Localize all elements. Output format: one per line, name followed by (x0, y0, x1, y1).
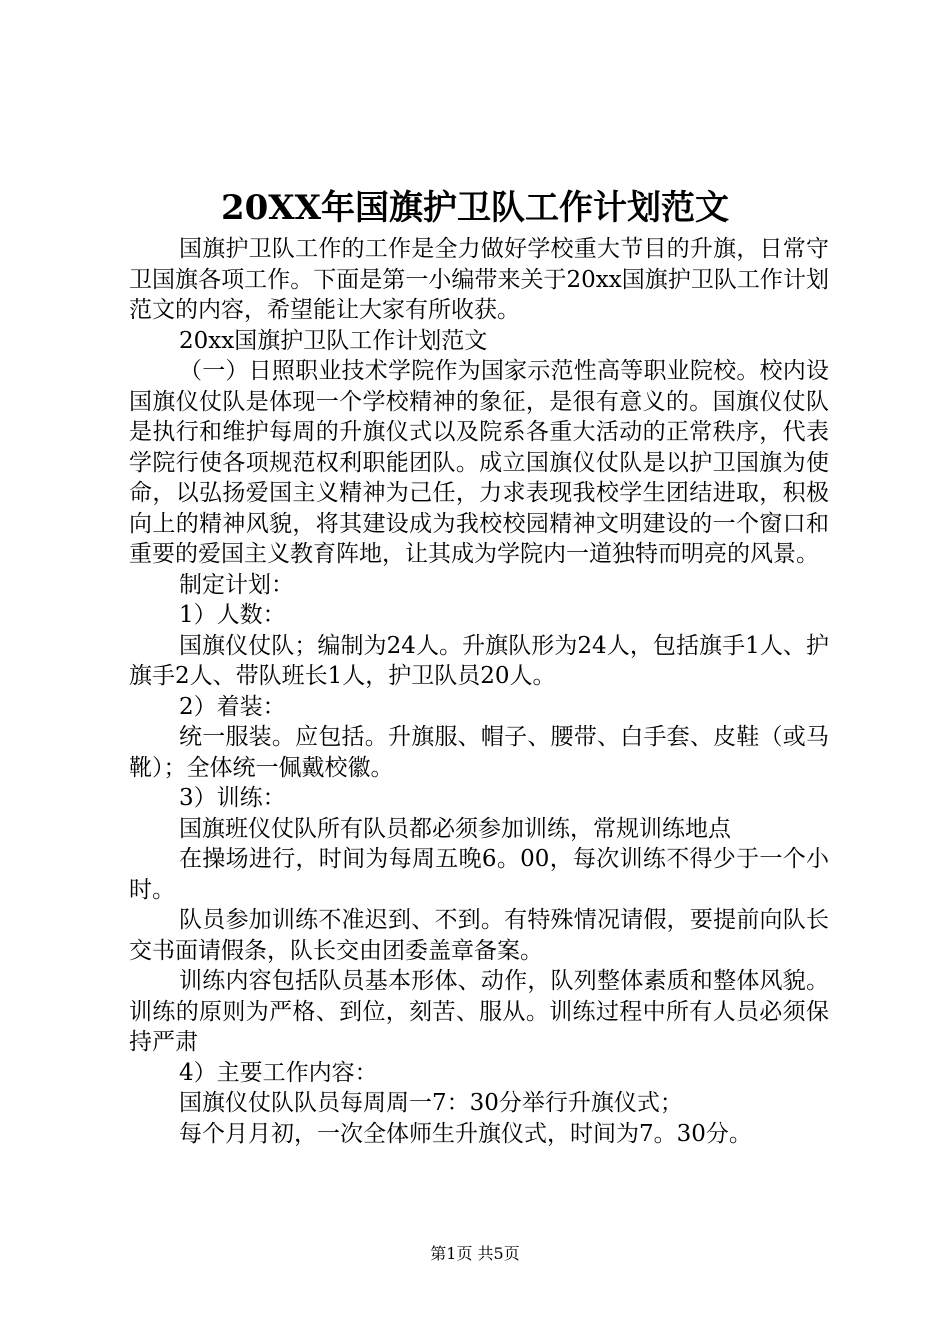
monthly-ceremony-paragraph: 每个月月初，一次全体师生升旗仪式，时间为7。30分。 (179, 1120, 752, 1147)
attendance-paragraph: 队员参加训练不准迟到、不到。有特殊情况请假，要提前向队长交书面请假条，队长交由团委盖章备案。 (129, 907, 829, 964)
training-time-paragraph: 在操场进行，时间为每周五晚6。00，每次训练不得少于一个小时。 (129, 846, 829, 903)
page-number-footer: 第1页 共5页 (430, 1244, 520, 1263)
main-work-heading: 4）主要工作内容： (179, 1059, 378, 1086)
document-body (129, 234, 829, 1149)
headcount-heading: 1）人数： (179, 602, 286, 628)
subheading-paragraph: 20xx国旗护卫队工作计划范文 (179, 327, 488, 354)
uniform-heading: 2）着装： (179, 693, 286, 720)
training-heading: 3）训练： (179, 785, 286, 811)
headcount-paragraph: 国旗仪仗队；编制为24人。升旗队形为24人，包括旗手1人、护旗手2人、带队班长1人，护卫队员20人。 (129, 632, 829, 689)
uniform-paragraph: 统一服装。应包括。升旗服、帽子、腰带、白手套、皮鞋（或马靴）；全体统一佩戴校徽。 (129, 724, 829, 781)
training-content-paragraph: 训练内容包括队员基本形体、动作，队列整体素质和整体风貌。训练的原则为严格、到位，刻苦、服从。训练过程中所有人员必须保持严肃 (129, 968, 829, 1055)
section-one-paragraph: （一）日照职业技术学院作为国家示范性高等职业院校。校内设国旗仪仗队是体现一个学校精神的象征，是很有意义的。国旗仪仗队是执行和维护每周的升旗仪式以及院系各重大活动的正常秩序，代表学院行使各项规范权利职能团队。成立国旗仪仗队是以护卫国旗为使命，以弘扬爱国主义精神为己任，力求表现我校学生团结进取，积极向上的精神风貌，将其建设成为我校校园精神文明建设的一个窗口和重要的爱国主义教育阵地，让其成为学院内一道独特而明亮的风景。 (129, 358, 829, 567)
training-location-paragraph: 国旗班仪仗队所有队员都必须参加训练，常规训练地点 (179, 815, 731, 842)
document-title: 20XX年国旗护卫队工作计划范文 (220, 188, 730, 228)
plan-heading: 制定计划： (179, 571, 294, 598)
weekly-ceremony-paragraph: 国旗仪仗队队员每周周一7：30分举行升旗仪式； (179, 1090, 683, 1116)
intro-paragraph: 国旗护卫队工作的工作是全力做好学校重大节目的升旗，日常守卫国旗各项工作。下面是第一小编带来关于20xx国旗护卫队工作计划范文的内容，希望能让大家有所收获。 (129, 236, 829, 323)
